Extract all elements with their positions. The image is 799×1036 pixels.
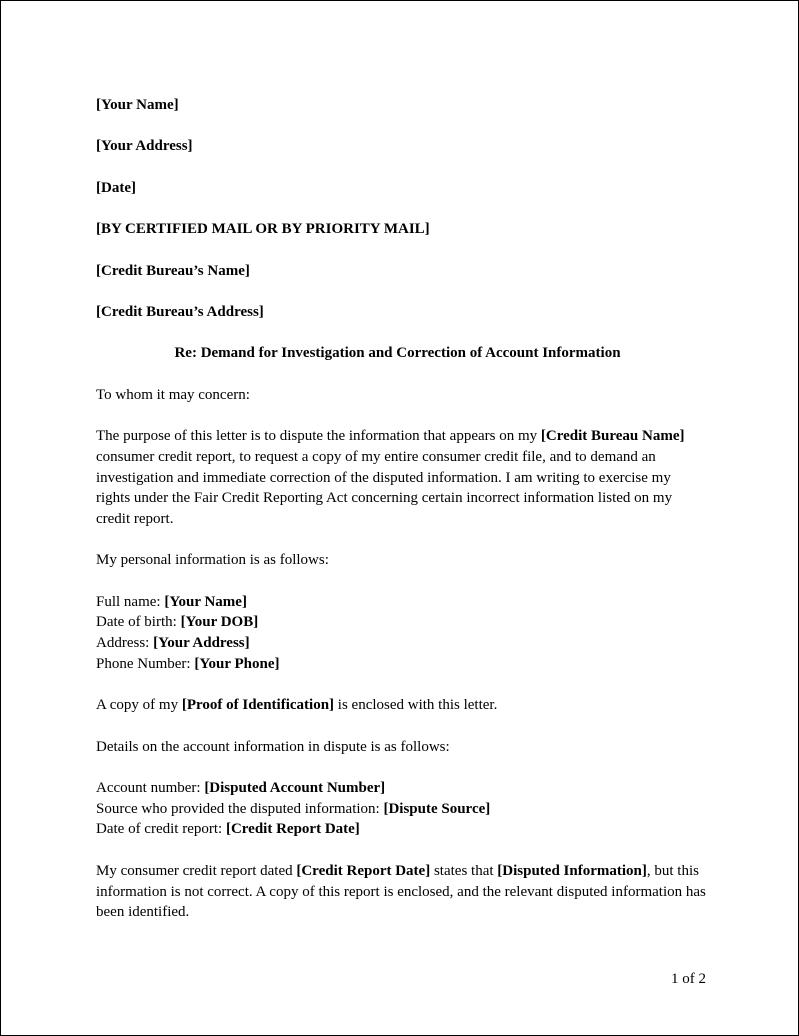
purpose-text-start: The purpose of this letter is to dispute the information that appears on my bbox=[96, 428, 541, 445]
report-date-placeholder: [Credit Report Date] bbox=[296, 862, 431, 879]
recipient-address: [Credit Bureau’s Address] bbox=[96, 303, 264, 320]
phone-value: [Your Phone] bbox=[194, 655, 280, 672]
phone-label: Phone Number: bbox=[96, 655, 195, 672]
purpose-text-end: consumer credit report, to request a copy of my entire consumer credit file, and to demand an investigation and immediate correction of the disputed information. I am writing to exercise my rights under the Fair Credit Reporting Act concerning certain incorrect information listed on my credit report. bbox=[96, 448, 673, 527]
identification-text-end: is enclosed with this letter. bbox=[334, 697, 498, 714]
phone-line bbox=[96, 654, 708, 675]
report-date-line bbox=[96, 819, 708, 840]
address-line bbox=[96, 633, 708, 654]
report-date-label: Date of credit report: bbox=[96, 821, 226, 838]
sender-name: [Your Name] bbox=[96, 97, 179, 113]
mail-method: [BY CERTIFIED MAIL OR BY PRIORITY MAIL] bbox=[96, 221, 430, 238]
sender-address: [Your Address] bbox=[96, 138, 193, 155]
account-number-line bbox=[96, 778, 708, 799]
address-value: [Your Address] bbox=[153, 635, 250, 652]
dispute-source-label: Source who provided the disputed information: bbox=[96, 800, 384, 817]
dispute-source-line bbox=[96, 799, 708, 820]
full-name-value: [Your Name] bbox=[164, 593, 247, 610]
personal-info-block bbox=[96, 592, 708, 675]
dob-label: Date of birth: bbox=[96, 614, 181, 631]
letter-body bbox=[96, 95, 708, 944]
dob-value: [Your DOB] bbox=[180, 614, 259, 631]
identification-placeholder: [Proof of Identification] bbox=[181, 697, 335, 714]
address-label: Address: bbox=[96, 635, 154, 652]
report-text-start: My consumer credit report dated bbox=[96, 862, 297, 879]
report-text-end: , but this information is not correct. A copy of this report is enclosed, and the relevant disputed information has been identified. bbox=[96, 862, 706, 921]
account-number-label: Account number: bbox=[96, 780, 205, 796]
identification-text-start: A copy of my bbox=[96, 697, 182, 714]
subject-line: Re: Demand for Investigation and Correction of Account Information bbox=[174, 345, 621, 362]
dispute-source-value: [Dispute Source] bbox=[383, 800, 491, 817]
full-name-line bbox=[96, 592, 708, 613]
purpose-paragraph bbox=[96, 426, 708, 530]
report-paragraph bbox=[96, 861, 708, 923]
report-date-value: [Credit Report Date] bbox=[225, 821, 360, 838]
dob-line bbox=[96, 612, 708, 633]
recipient-name: [Credit Bureau’s Name] bbox=[96, 262, 250, 279]
report-text-mid: states that bbox=[430, 862, 498, 879]
account-number-value: [Disputed Account Number] bbox=[204, 780, 386, 796]
bureau-name-placeholder: [Credit Bureau Name] bbox=[540, 428, 685, 445]
full-name-label: Full name: bbox=[96, 593, 165, 610]
identification-paragraph bbox=[96, 695, 708, 716]
salutation: To whom it may concern: bbox=[96, 386, 250, 403]
dispute-details-block bbox=[96, 778, 708, 840]
letter-date: [Date] bbox=[96, 179, 136, 196]
details-intro: Details on the account information in dispute is as follows: bbox=[96, 738, 450, 755]
page-number: 1 of 2 bbox=[671, 971, 706, 987]
personal-intro: My personal information is as follows: bbox=[96, 552, 329, 569]
disputed-info-placeholder: [Disputed Information] bbox=[497, 862, 647, 879]
